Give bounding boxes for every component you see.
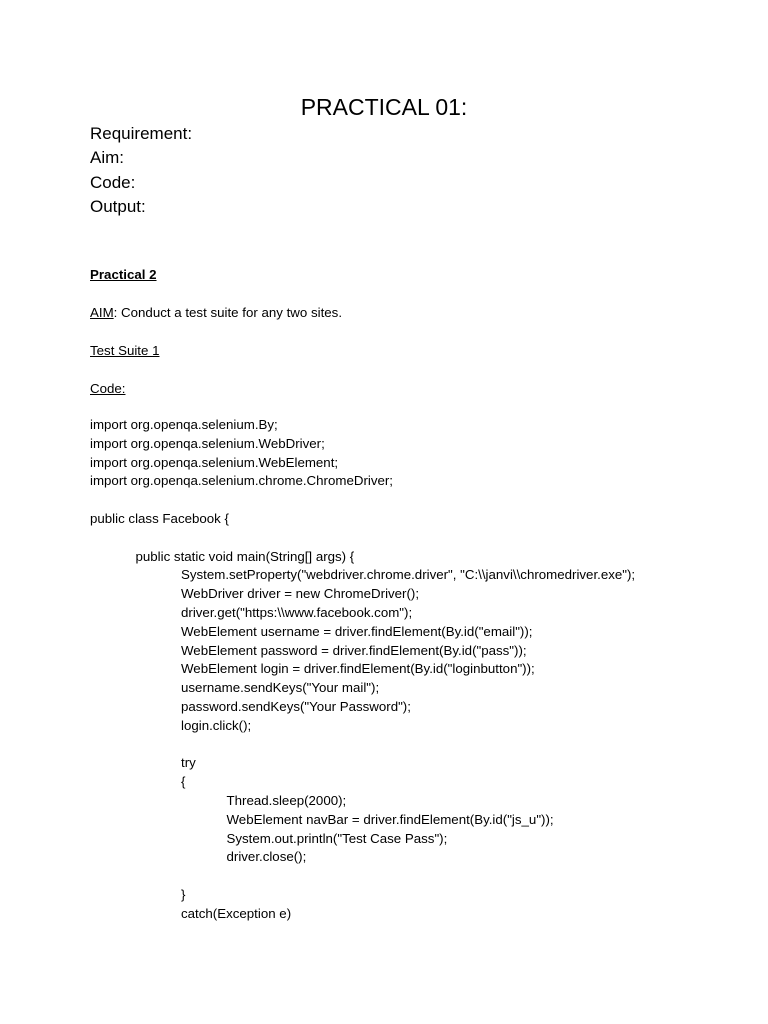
code-line: WebElement password = driver.findElement(By.id("pass")); xyxy=(181,642,527,658)
code-line: login.click(); xyxy=(181,717,252,733)
code-line: driver.close(); xyxy=(226,849,307,865)
code-line: public static void main(String[] args) { xyxy=(135,548,355,564)
code-line xyxy=(90,736,635,755)
code-line: import org.openqa.selenium.By; xyxy=(90,417,278,432)
page-title: PRACTICAL 01: xyxy=(300,94,468,120)
code-line: Thread.sleep(2000); xyxy=(226,792,347,808)
code-line: driver.get("https:\\www.facebook.com"); xyxy=(181,604,413,620)
code-line xyxy=(90,867,635,886)
code-line: } xyxy=(181,886,186,902)
code-line: import org.openqa.selenium.WebDriver; xyxy=(90,435,325,451)
section-headings xyxy=(90,122,192,219)
code-line xyxy=(90,529,635,548)
code-block xyxy=(90,416,635,924)
code-line: System.out.println("Test Case Pass"); xyxy=(226,830,448,846)
code-line: import org.openqa.selenium.chrome.ChromeDriver; xyxy=(90,473,393,489)
code-line: password.sendKeys("Your Password"); xyxy=(181,698,411,714)
aim-line xyxy=(90,303,342,322)
code-line: WebElement username = driver.findElement(By.id("email")); xyxy=(181,623,533,639)
code-line: WebElement navBar = driver.findElement(By.id("js_u")); xyxy=(226,811,554,827)
code-line: System.setProperty("webdriver.chrome.driver", "C:\\janvi\\chromedriver.exe"); xyxy=(181,567,636,583)
code-line: catch(Exception e) xyxy=(181,905,292,921)
code-line: import org.openqa.selenium.WebElement; xyxy=(90,454,339,470)
code-line: try xyxy=(181,755,196,771)
heading-requirement: Requirement: xyxy=(90,124,193,143)
code-line: WebElement login = driver.findElement(By.id("loginbutton")); xyxy=(181,661,535,677)
code-line: username.sendKeys("Your mail"); xyxy=(181,680,380,696)
code-label: Code: xyxy=(90,381,126,396)
aim-text: : Conduct a test suite for any two sites. xyxy=(113,305,343,320)
code-line xyxy=(90,491,635,510)
heading-aim: Aim: xyxy=(90,148,124,168)
aim-label: AIM xyxy=(90,305,114,320)
code-line: { xyxy=(181,774,186,790)
heading-code: Code: xyxy=(90,172,136,192)
test-suite-label: Test Suite 1 xyxy=(90,343,160,358)
code-line: WebDriver driver = new ChromeDriver(); xyxy=(181,586,420,602)
code-line: public class Facebook { xyxy=(90,510,229,526)
practical-2-heading: Practical 2 xyxy=(90,267,157,282)
heading-output: Output: xyxy=(90,196,146,216)
